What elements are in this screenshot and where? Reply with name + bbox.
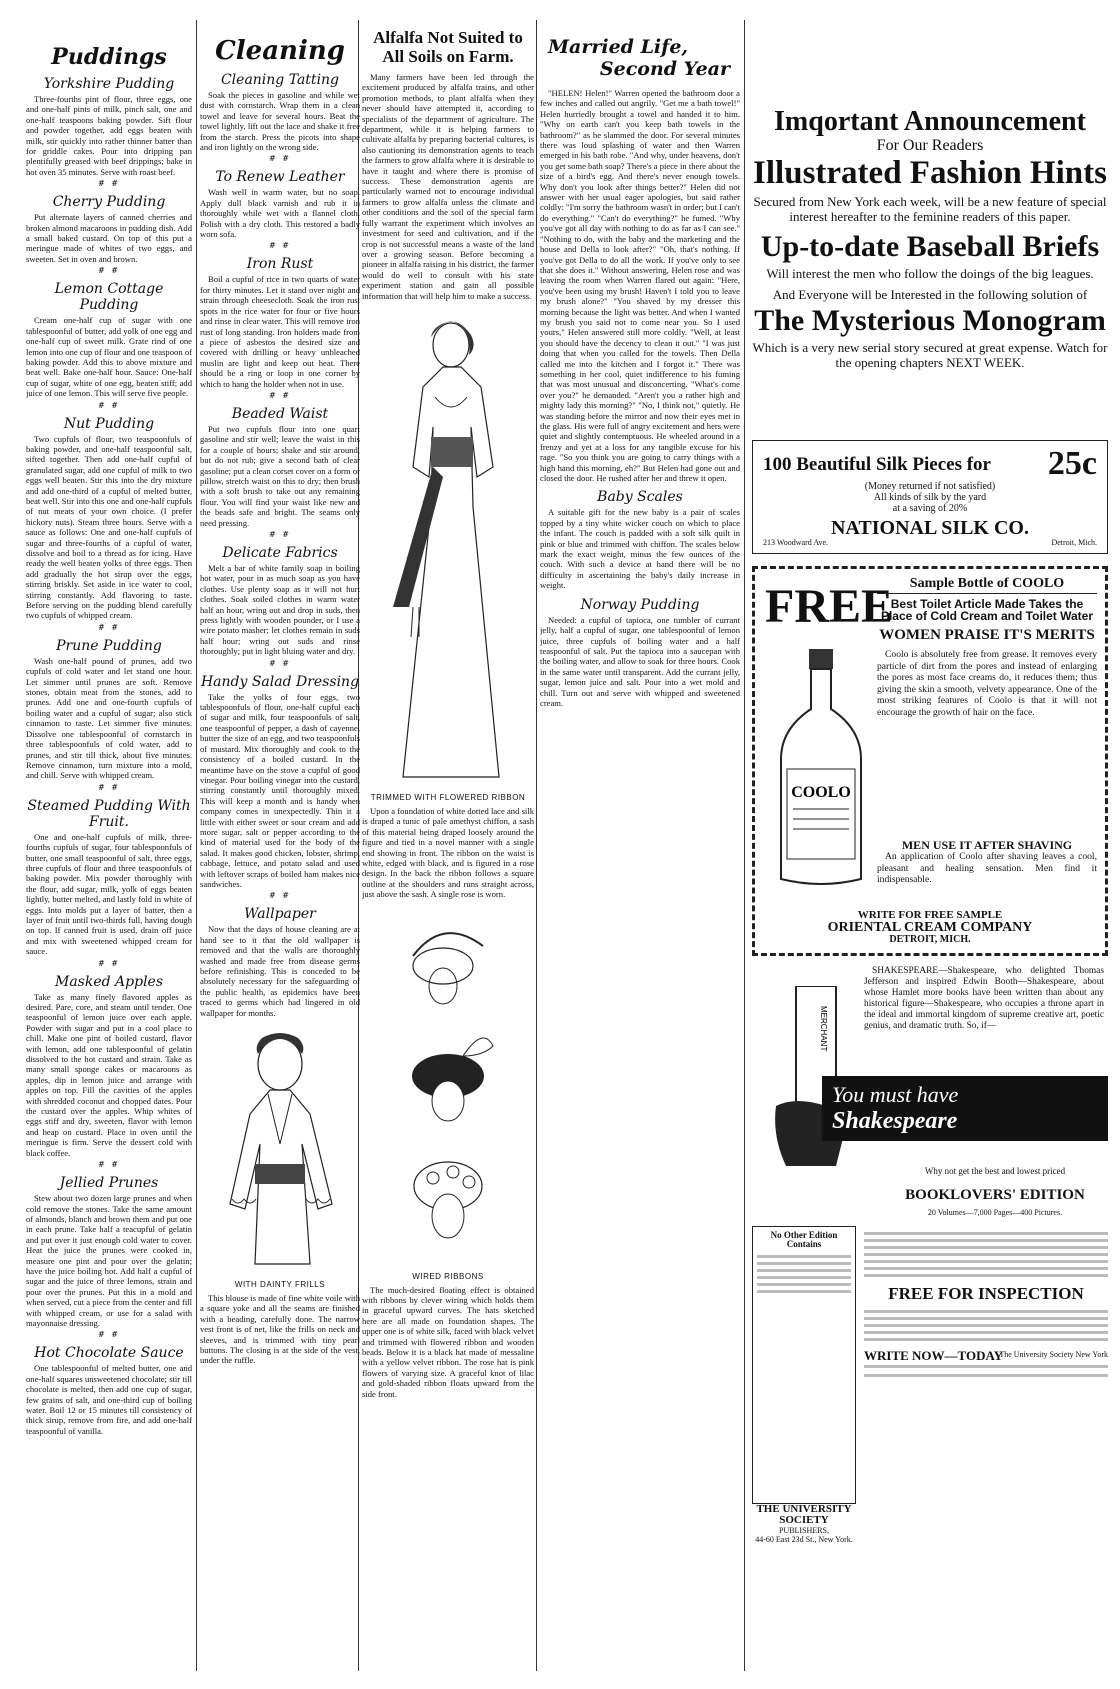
section-separator: # # — [98, 179, 120, 189]
edition-volumes: 20 Volumes—7,000 Pages—400 Pictures. — [927, 1208, 1063, 1217]
coolo-sample: Sample Bottle of COOLO — [877, 577, 1097, 594]
recipe-title: Beaded Waist — [231, 405, 329, 422]
announcement-title: Imqortant Announcement — [774, 106, 1086, 137]
silk-note: All kinds of silk by the yard — [873, 492, 987, 503]
feature-title: Illustrated Fashion Hints — [753, 155, 1107, 191]
figure-text: This blouse is made of fine white voile with a square yoke and all the seams are finished with a beading, carefully done. The narrow vest front is of net, like the frills on neck and sleeves, and is trimmed with tiny pearl buttons. The closing is at the side of the vest, under the ruffle. — [200, 1293, 360, 1366]
recipe-text: Now that the days of house cleaning are at hand see to it that the old wallpaper is removed and that the walls are thoroughly washed and made free from disease germs before refinishing. This is conceded to be absolutely necessary for the safeguarding of the public health, as epidemics have been traced to germs which had lingered in old wallpaper for months. — [200, 924, 360, 1018]
silk-note: (Money returned if not satisfied) — [864, 481, 996, 492]
article-title: Alfalfa Not Suited to All Soils on Farm. — [373, 28, 523, 66]
alfalfa-column — [362, 28, 534, 1399]
edition-title: BOOKLOVERS' EDITION — [905, 1187, 1085, 1203]
coolo-write: WRITE FOR FREE SAMPLE — [857, 909, 1003, 921]
column-heading: Puddings — [51, 44, 167, 70]
recipe-title: Iron Rust — [246, 256, 314, 273]
recipe-text: One and one-half cupfuls of milk, three-fourths cupfuls of sugar, four tablespoonfuls of butter, one small teaspoonful of salt, three eggs, three cupfuls of flour and three teaspoonfuls of baking powder. Mix powder thoroughly with the flour, add sugar, milk, yolk of eggs beaten lightly, butter melted, and lastly fold in white of eggs. Into molds put a layer of batter, then a layer of fruit until two-thirds full, having dough on top. If canned fruit is used, drain off juice and mix with sweetened whipped cream for sauce. — [26, 831, 192, 957]
recipe-title: Handy Salad Dressing — [200, 673, 360, 690]
section-text: A suitable gift for the new baby is a pair of scales topped by a tiny white wicker couch on which to place the infant. The couch is padded with a soft silk quilt in pink or blue and trimmed with chiffon. The scales below mark the exact weight, minus the few ounces of the couch. With such a device at hand there will be no difficulty in ascertaining the baby's daily increase in weight. — [540, 507, 740, 591]
recipe-list — [200, 72, 360, 1018]
recipe-title: Delicate Fabrics — [222, 545, 338, 561]
silk-price: 25c — [1047, 445, 1097, 482]
section-separator: # # — [98, 1160, 120, 1170]
story-subtitle: Second Year — [599, 58, 730, 80]
announcement-ad — [752, 108, 1108, 370]
figure-text: Upon a foundation of white dotted lace and silk is draped a tunic of pale amethyst chiffon, a sash of this material being draped loosely around the figure and tied in a novel manner with a single end showing in front. The ribbon on the waist is white, edged with black, and is figured in a rose design. In the back the ribbon follows a square outline at the shoulders and runs straight across, just above the sash. A single rose is worn. — [362, 805, 534, 900]
recipe-text: Soak the pieces in gasoline and while wet dust with cornstarch. Wrap them in a clean towel and leave for several hours. Beat the towel lightly, lift out the lace and shake it free from the starch. Press the picots into shape and iron lightly on the wrong side. — [200, 90, 360, 153]
cleaning-column — [200, 28, 360, 1366]
recipe-text: Take as many finely flavored apples as desired. Pare, core, and steam until tender. One teaspoonful of lemon juice over each apple. Powder with sugar and put in a cool place to chill. Make one pint of boiled custard, flavor with lemon, add one tablespoonful of gelatin dissolved to the hot custard and strain. Take as many small sponge cakes or macaroons as apples, dip in lemon juice and arrange with apples on top. Fill the cavities of the apples with shredded coconut and chopped dates. Pour the custard over the apples. Whip whites of eggs stiff and dry, sweeten, flavor with lemon and heap on custard. Place in oven until the meringue is firm. Serve the dessert cold with black coffee. — [26, 991, 192, 1158]
column-rule — [744, 20, 745, 1671]
article-text: Many farmers have been led through the excitement produced by alfalfa trains, and other promotion methods, to plant alfalfa when they never should have attempted it, according to specialists of the department of agriculture. The department, while it is helping farmers to cultivate alfalfa by preparing bacterial cultures, is also cautioning its demonstration agents to teach the farmers to grow alfalfa where it is desirable to have it taught and where there is promise of success. These demonstration agents are particularly warned not to encourage individual farmers to grow alfalfa unless the climate and other conditions and the soil of the special farm fully warrant the experiment which involves an investment for seed and cultivation, and if the crop is not successful means a waste of the land over a growing season. Before becoming a pioneer in alfalfa raising in his district, the farmer would do well to consult with his state experiment station and gain all possible information that will help him to make a success. — [362, 72, 534, 301]
recipe-text: Boil a cupful of rice in two quarts of water for thirty minutes. Let it stand over night and strain through cheesecloth. Soak the iron rust spots in the rice water for four or five hours and rinse in clear water. This will remove iron rust of long standing. Iron holders made from a piece of asbestos the desired size and covered with drilling or heavy unbleached muslin are light and keep out heat. There should be a ring or loop in one corner by which to hang the holder when not in use. — [200, 274, 360, 389]
section-title: Baby Scales — [597, 489, 683, 506]
coolo-women: WOMEN PRAISE IT'S MERITS — [879, 627, 1095, 643]
silk-note: at a saving of 20% — [892, 503, 968, 514]
shakespeare-ad — [752, 966, 1108, 1544]
inspection-box — [864, 1228, 1108, 1381]
shakespeare-intro: SHAKESPEARE—Shakespeare, who delighted Thomas Jefferson and inspired Edwin Booth—Shakespeare, about whose Hamlet more books have been written than about any historical figure—Shakespeare, who occupies a throne apart in the ideal and immortal kingdom of supreme creative art, poetic genius, and dramatic truth. So, if— — [864, 966, 1104, 1031]
coolo-men: MEN USE IT AFTER SHAVING — [901, 838, 1073, 852]
recipe-text: Take the yolks of four eggs, two tablespoonfuls of flour, one-half cupful each of sugar and milk, four teaspoonfuls of salt, one teaspoonful of pepper, a dash of cayenne, butter the size of an egg, and two teaspoonfuls of mustard. Mix thoroughly and cook to the consistency of a boiled custard. In the meantime have on the stove a cupful of good vinegar. Pour boiling vinegar into the custard, stirring constantly until thoroughly mixed. This will keep a month and is handy when company comes in unexpectedly. Thin it a little with either sweet or sour cream and add more sugar, salt or pepper according to the kind of material used for the body of the salad. It makes good chicken, lobster, shrimp, cabbage, lettuce, and potato salad and used with leftover scraps of boiled ham makes nice sandwiches. — [200, 691, 360, 889]
silk-address: 213 Woodward Ave. — [763, 538, 829, 547]
contents-box — [752, 1226, 856, 1504]
inspection-title: FREE FOR INSPECTION — [888, 1284, 1084, 1303]
section-separator: # # — [98, 266, 120, 276]
recipe-title: Yorkshire Pudding — [43, 76, 175, 92]
recipe-title: Wallpaper — [244, 906, 316, 923]
figure-caption: WITH DAINTY FRILLS — [234, 1280, 326, 1290]
shakespeare-banner — [822, 1076, 1108, 1141]
column-heading: Cleaning — [215, 36, 345, 66]
recipe-list — [26, 76, 192, 1436]
slogan-line: You must have — [832, 1082, 959, 1107]
gown-illustration — [373, 307, 523, 787]
column-rule — [196, 20, 197, 1671]
silk-city: Detroit, Mich. — [1051, 538, 1097, 547]
recipe-text: Wash well in warm water, but no soap. Apply dull black varnish and rub it in thoroughly while wet with a flannel cloth. Polish with a dry cloth. This restored a badly worn sofa. — [200, 187, 360, 240]
silk-company: NATIONAL SILK CO. — [830, 517, 1029, 539]
section-separator: # # — [269, 530, 291, 539]
bottle-label: COOLO — [791, 784, 851, 801]
coolo-lead: Best Toilet Article Made Takes the Place of Cold Cream and Toilet Water — [880, 597, 1094, 623]
recipe-text: Cream one-half cup of sugar with one tablespoonful of butter, add yolk of one egg and one-half cup of sweet milk. Grate rind of one lemon into one cup of flour and one teaspoon of baking powder. Add this to above mixture and beat well. Bake one-half hour. Sauce: One-half cup of sugar, white of one egg, beaten stiff; add juice of one lemon. This will serve five people. — [26, 315, 192, 399]
feature-title: Up-to-date Baseball Briefs — [760, 230, 1100, 263]
story-text: "HELEN! Helen!" Warren opened the bathroom door a few inches and called out angrily. "Get me a bath towel!" Helen hurriedly brought a towel and handed it to him. "Why on earth can't you keep bath towels in the bathroom?" as he slammed the door. For several minutes there was loud splashing of water and then Warren emerged in his bath robe. "And why, under heavens, don't you get some bath soap? There's a piece in there about the size of a bird's egg. And there's never enough towels. Why don't you look after things better?" Helen did not answer with her usual eager apologies, but said rather coldly: "I'm sorry the bathroom wasn't in order; but I can't do everything." "Can't do everything?" he fumed. "Why you've got all day with nothing to do as far as I can see." "Nothing to do, with the baby and the marketing and the house and Della to look after?" "Oh, that's nothing. If you've got Della to do all the work. If you've only to see that she does it." Without answering, Helen rose and was leaving the room when Warren flared out again: "Here, you've been using my brush! Haven't I told you to leave my brush alone?" "You shaved by my dresser this morning because the light was better. And when I wanted my brush you said not to come near you. So I used yours," Helen answered still more coldly. "Well, at least you should have the decency to clean it out." "I was just doing that when you called for the towels. Then Della called me into the kitchen and I forgot it." There was something in her cool, quiet indifference to his fuming that was most unusual and disconcerting. "What's come over you?" he demanded. "Aren't you a rather high and mighty lady this morning?" "No, I think not," quietly. He was standing before the mirror and now their eyes met in the glass. His were full of angry excitement and hers were quiet and slightly contemptuous. He wheeled around in a frenzy and yet at a loss for any tangible excuse for his rage. "So you think you are going to carry things with a high hand this morning, eh?" But Helen had gone out and closed the door. He rushed after her and threw it open. — [540, 88, 740, 484]
coolo-bottle-illustration — [771, 649, 871, 889]
book-spine-label: MERCHANT — [819, 1006, 828, 1052]
coolo-city: DETROIT, MICH. — [889, 934, 971, 945]
section-separator: # # — [269, 891, 291, 901]
section-separator: # # — [98, 622, 120, 632]
silk-headline: 100 Beautiful Silk Pieces for — [763, 453, 991, 475]
recipe-text: Three-fourths pint of flour, three eggs, one and one-half pints of milk, pinch salt, one and one-half teaspoons baking powder. Sift flour and powder together, add eggs beaten with milk, stir quickly into rather thinner batter than for griddle cakes. Pour into dripping pan plentifully greased with beef drippings; bake in hot oven 35 minutes. Serve with roast beef. — [26, 94, 192, 177]
figure-text: The much-desired floating effect is obtained with ribbons by clever wiring which holds them in graceful upward curves. The hats sketched here are all made on foundation shapes. The upper one is of white silk, faced with black velvet and trimmed with flowered ribbon and wooden beads. Below it is a black hat made of messaline with a yellow velvet ribbon. The rose hat is pink flowers of varying size. A graceful knot of lilac and gold-shaded ribbon floats upward from the side front. — [362, 1284, 534, 1399]
recipe-title: Masked Apples — [54, 973, 164, 990]
recipe-title: Cherry Pudding — [52, 194, 166, 211]
recipe-text: Put two cupfuls flour into one quart gasoline and stir well; leave the waist in this for a couple of hours; shake and stir around, but do not rub; give a second bath of clear gasoline; put a clean corset cover on a form or pillow, stretch waist on this to dry; then brush with a soft brush to take out any remaining flour. You will find your waist like new and the beads safe and bright. The seams only need pressing. — [200, 423, 360, 528]
coolo-free: FREE — [765, 580, 894, 633]
column-rule — [536, 20, 537, 1671]
feature-text: And Everyone will be Interested in the following solution of — [772, 287, 1088, 302]
feature-text: Will interest the men who follow the doings of the big leagues. — [766, 266, 1094, 281]
recipe-title: Steamed Pudding With Fruit. — [27, 797, 191, 830]
recipe-title: Hot Chocolate Sauce — [34, 1345, 184, 1362]
recipe-text: Two cupfuls of flour, two teaspoonfuls of baking powder, and one-half teaspoonful salt, sifted together. Then add one-half cupful of granulated sugar, add one cupful of milk to two eggs well beaten. Stir this into the dry mixture and add one-third of a cupful of melted butter, beat well. Stir into this one and one-half cupfuls of nut meats of your own choice. (I prefer hickory nuts). Steam three hours. Serve with a sauce as follows: One and one-half cupfuls of sugar and three-fourths of a cupful of water, dissolve and boil to a thread as for icing. Have ready the well beaten yolks of three eggs. Then add gradually the hot sirup over the eggs, stirring briskly. Set aside in ice water to cool, stirring constantly. Add flavoring to taste. Before serving on the pudding blend carefully two cupfuls of whipped cream. — [26, 433, 192, 621]
society-address: 44-60 East 23d St., New York. — [755, 1535, 853, 1544]
recipe-text: Stew about two dozen large prunes and when cold remove the stones. Take the same amount of almonds, blanch and brown them and put one in each prune. Take half a teacupful of gelatin and put over it just enough cold water to cover. Heat the juice the prunes were cooked in, measure one pint and pour over the gelatin; have the juice boiling hot. Add half a cupful of sugar and the juice of three lemons, strain and pour over the prunes. Put this in a mold and when served, cut a piece from the center and fill with whipped cream, or use for a salad with mayonnaise dressing. — [26, 1193, 192, 1328]
coolo-men-body: An application of Coolo after shaving leaves a cool, pleasant and healing sensation. Men find it indispensable. — [877, 851, 1097, 885]
figure-caption: TRIMMED WITH FLOWERED RIBBON — [370, 792, 526, 802]
recipe-title: Nut Pudding — [63, 415, 155, 432]
section-separator: # # — [269, 390, 291, 400]
announcement-subtitle: For Our Readers — [876, 137, 984, 154]
section-text: Needed: a cupful of tapioca, one tumbler of currant jelly, half a cupful of sugar, one tablespoonful of lemon juice, three cupfuls of boiling water and a half teaspoonful of salt. Put the tapioca into a saucepan with the boiling water, and allow to soak for three hours. Cook in the same water until transparent. Add the currant jelly, sugar, lemon juice and salt. Pour into a wet mold and chill. Turn out and serve with whipped and sweetened cream. — [540, 614, 740, 708]
contents-title: No Other Edition Contains — [770, 1230, 838, 1249]
feature-text: Which is a very new serial story secured at great expense. Watch for the opening chapters NEXT WEEK. — [752, 340, 1108, 370]
blouse-illustration — [210, 1024, 350, 1274]
story-title: Married Life, — [548, 36, 689, 58]
why-text: Why not get the best and lowest priced — [924, 1166, 1066, 1176]
section-separator: # # — [98, 958, 120, 968]
recipe-text: Put alternate layers of canned cherries and broken almond macaroons in pudding dish. Add a small baked custard. On top of this put a meringue made of whites of two eggs, and sweeten. Set in oven and brown. — [26, 212, 192, 264]
married-life-column — [540, 28, 740, 708]
recipe-text: Melt a bar of white family soap in boiling hot water, pour in as much soap as you have clothes. Use plenty soap as it will not hurt clothes. Soak soiled clothes in warm water half an hour, wring out and drop in suds, then press lightly with wooden pounder, or I use a wire potato masher; let clothes remain in suds half hour; wring out suds and rinse thoroughly; put in light bluing water and dry. — [200, 563, 360, 657]
slogan-line: Shakespeare — [832, 1108, 958, 1134]
section-separator: # # — [98, 1330, 120, 1340]
feature-text: Secured from New York each week, will be a new feature of special interest hereafter to the feminine readers of this paper. — [753, 194, 1107, 224]
recipe-title: Lemon Cottage Pudding — [54, 281, 164, 314]
society-publishers: PUBLISHERS, — [778, 1526, 829, 1535]
recipe-text: Wash one-half pound of prunes, add two cupfuls of cold water and let stand one hour. Let simmer until prunes are soft. Remove stones, obtain meat from the stones, add to prunes. Add one and one-fourth cupfuls of boiling water and a cupful of sugar; also stick cinnamon to taste. Let simmer five minutes. Dissolve one tablespoonful of cornstarch in three tablespoonfuls of cold water, add to prunes, and stir till thick, about five minutes. Remove cinnamon, turn mixture into a mold, and chill. Serve with whipped cream. — [26, 655, 192, 781]
recipe-title: Jellied Prunes — [59, 1175, 159, 1192]
section-separator: # # — [269, 241, 291, 251]
puddings-column — [26, 28, 192, 1436]
hats-illustration — [373, 906, 523, 1266]
ads-column — [752, 28, 1108, 1544]
section-separator: # # — [269, 658, 291, 668]
society-name: THE UNIVERSITY SOCIETY — [756, 1503, 852, 1526]
feature-title: The Mysterious Monogram — [754, 304, 1106, 337]
coolo-body: Coolo is absolutely free from grease. It removes every particle of dirt from the pores and instead of enlarging the pores as most face creams do, it reduces them; thus giving the skin a smooth, velvety appearance. One of the most striking features of Coolo is that it will not encourage the growth of hair on the face. — [877, 649, 1097, 718]
contents-lines — [757, 1255, 851, 1293]
coupon-text: The University Society New York — [999, 1350, 1108, 1359]
coolo-ad — [752, 566, 1108, 956]
figure-caption: WIRED RIBBONS — [412, 1271, 484, 1281]
section-title: Norway Pudding — [580, 596, 700, 613]
write-now: WRITE NOW—TODAY — [864, 1348, 1004, 1363]
recipe-text: One tablespoonful of melted butter, one and one-half squares unsweetened chocolate; stir till chocolate is melted, then add one cup of sugar, few grains of salt, and one-third cup of boiling water. Boil 12 or 15 minutes till consistency of thick sirup, remove from fire, and add one-half teaspoonful of vanilla. — [26, 1363, 192, 1436]
recipe-title: Prune Pudding — [56, 637, 162, 654]
recipe-title: Cleaning Tatting — [220, 72, 340, 88]
recipe-title: To Renew Leather — [215, 169, 345, 186]
coolo-company: ORIENTAL CREAM COMPANY — [827, 920, 1033, 935]
publisher-block — [752, 1504, 856, 1544]
section-separator: # # — [98, 400, 120, 410]
section-separator: # # — [269, 154, 291, 164]
silk-ad — [752, 440, 1108, 554]
section-separator: # # — [98, 782, 120, 792]
